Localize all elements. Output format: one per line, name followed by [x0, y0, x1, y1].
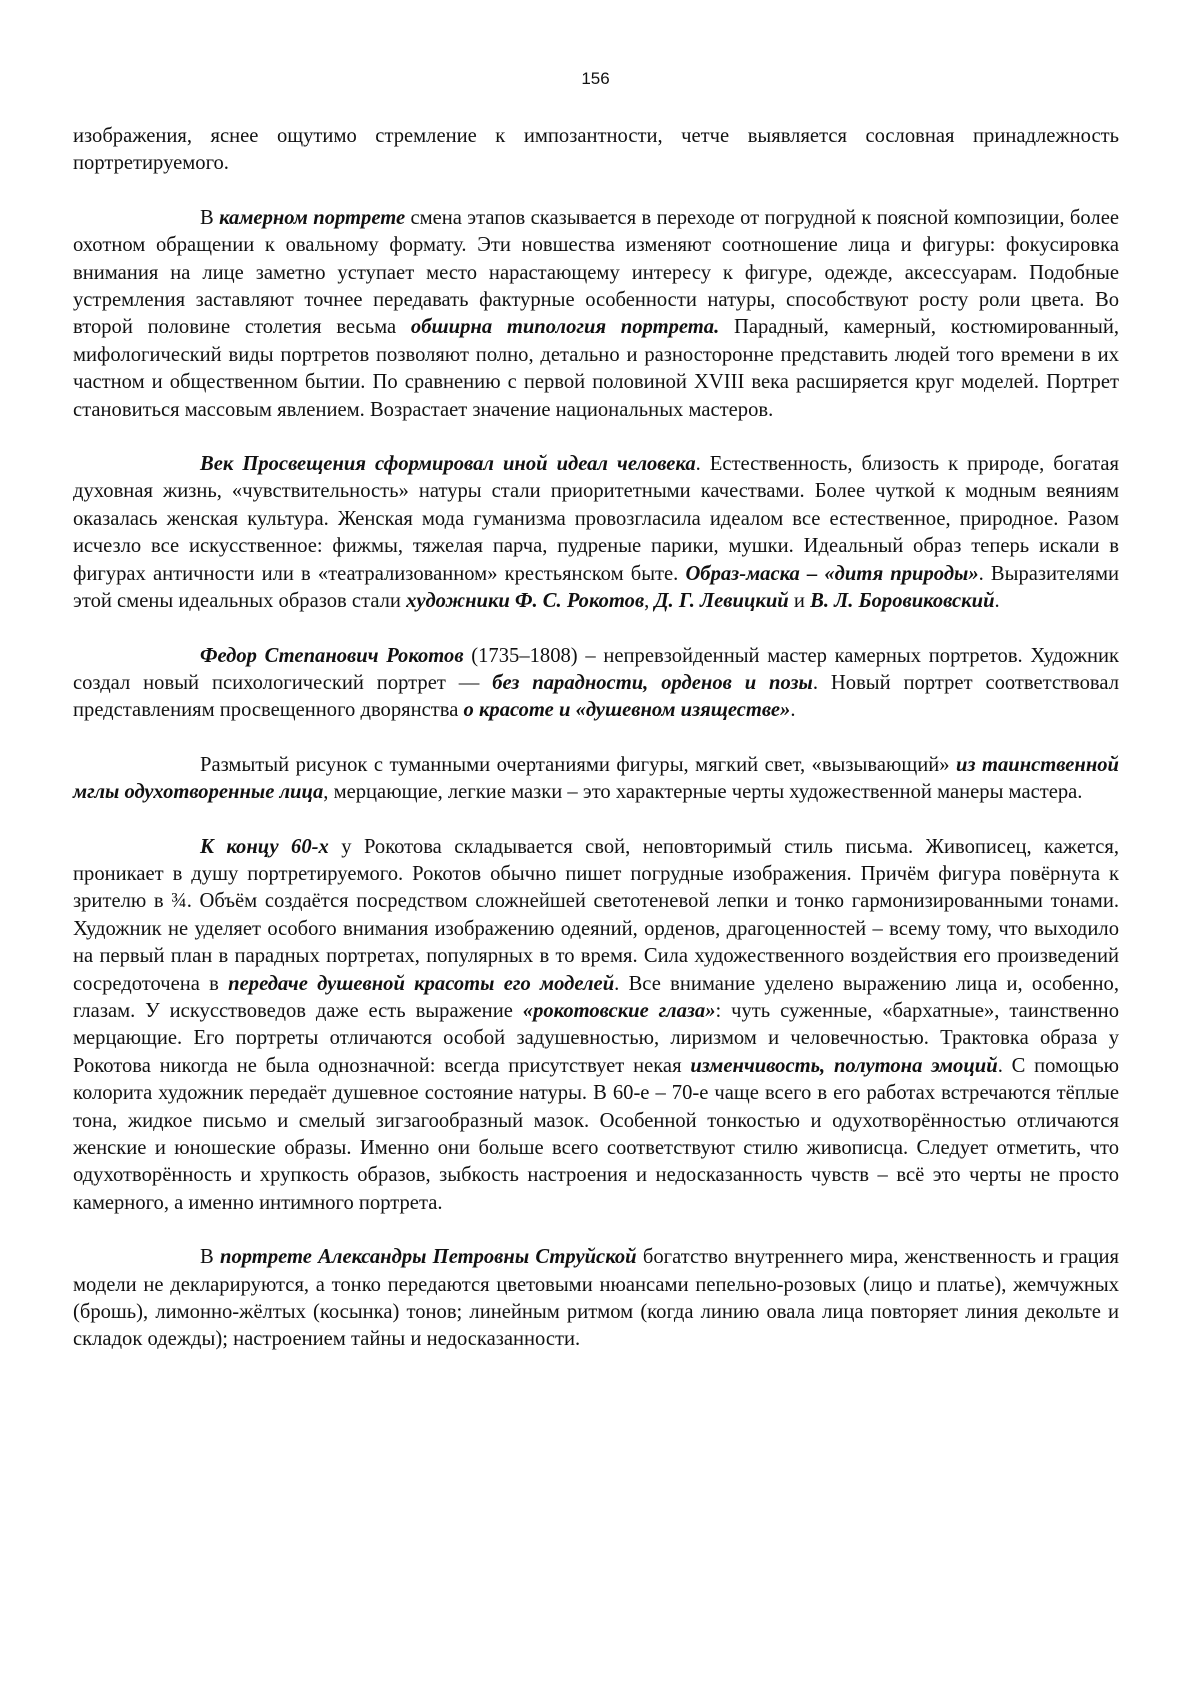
- emphasis-text: Федор Степанович Рокотов: [200, 644, 464, 667]
- text-run: (1735–1808) – непревзойденный мастер камерных портретов. Художник создал новый психологический портрет —: [73, 644, 1119, 694]
- paragraph: [73, 123, 1119, 178]
- text-run: у Рокотова складывается свой, неповторимый стиль письма. Живописец, кажется, проникает в душу портретируемого. Рокотов обычно пишет погрудные изображения. Причём фигура повёрнута к зрителю в ¾. Объём создаётся посредством сложнейшей светотеневой лепки и тонко гармонизированными тонами. Художник не уделяет особого внимания изображению одеяний, орденов, драгоценностей – всему тому, что выходило на первый план в парадных портретах, популярных в то время. Сила художественного воздействия его произведений сосредоточена в: [73, 835, 1119, 995]
- emphasis-text: камерном портрете: [219, 206, 406, 229]
- text-run: ,: [644, 590, 655, 613]
- text-run: Парадный, камерный, костюмированный, мифологический виды портретов позволяют полно, детально и разносторонне представить людей того времени в их частном и общественном бытии. По сравнению с первой половиной XVIII века расширяется круг моделей. Портрет становиться массовым явлением. Возрастает значение национальных мастеров.: [73, 316, 1119, 421]
- text-run: .: [994, 590, 1000, 613]
- page-number: 156: [581, 69, 610, 88]
- text-run: : чуть суженные, «бархатные», таинственно мерцающие. Его портреты отличаются особой задушевностью, лиризмом и человечностью. Трактовка образа у Рокотова никогда не была однозначной: всегда присутствует некая: [73, 999, 1119, 1077]
- text-run: . Новый портрет соответствовал представлениям просвещенного дворянства: [73, 671, 1119, 722]
- paragraph: [73, 834, 1119, 1218]
- emphasis-text: Образ-маска – «дитя природы»: [685, 562, 979, 585]
- text-run: , мерцающие, легкие мазки – это характерные черты художественной манеры мастера.: [323, 781, 1083, 804]
- text-run: . Все внимание уделено выражению лица и, особенно, глазам. У искусствоведов даже есть выражение: [73, 972, 1119, 1022]
- text-run: В: [200, 1246, 221, 1269]
- body-text: [73, 123, 1119, 1354]
- emphasis-text: «рокотовские глаза»: [522, 999, 716, 1022]
- emphasis-text: художники Ф. С. Рокотов: [406, 590, 645, 613]
- text-run: . С помощью колорита художник передаёт душевное состояние натуры. В 60-е – 70-е чаще всего в его работах встречаются тёплые тона, жидкое письмо и смелый зигзагообразный мазок. Особенной тонкостью и одухотворённостью отличаются женские и юношеские образы. Именно они больше всего соответствуют стилю живописца. Следует отметить, что одухотворённость и хрупкость образов, зыбкость настроения и недосказанность чувств – всё это черты не просто камерного, а именно интимного портрета.: [73, 1054, 1119, 1214]
- emphasis-text: Д. Г. Левицкий: [654, 590, 789, 613]
- emphasis-text: о красоте и «душевном изяществе»: [463, 699, 791, 722]
- paragraph: [73, 451, 1119, 615]
- text-run: и: [788, 590, 811, 613]
- text-run: Размытый рисунок с туманными очертаниями фигуры, мягкий свет, «вызывающий»: [200, 753, 956, 776]
- text-run: богатство внутреннего мира, женственность и грация модели не декларируются, а тонко передаются цветовыми нюансами пепельно-розовых (лицо и платье), жемчужных (брошь), лимонно-жёлтых (косынка) тонов; линейным ритмом (когда линию овала лица повторяет линия декольте и складок одежды); настроением тайны и недосказанности.: [73, 1246, 1120, 1351]
- paragraph: [73, 205, 1119, 424]
- emphasis-text: Век Просвещения сформировал иной идеал человека: [200, 453, 696, 476]
- emphasis-text: портрете Александры Петровны Струйской: [220, 1246, 637, 1269]
- emphasis-text: К концу 60-х: [200, 835, 329, 858]
- emphasis-text: передаче душевной красоты его моделей: [228, 972, 615, 995]
- text-run: смена этапов сказывается в переходе от погрудной к поясной композиции, более охотном обращении к овальному формату. Эти новшества изменяют соотношение лица и фигуры: фокусировка внимания на лице заметно уступает место нарастающему интересу к фигуре, одежде, аксессуарам. Подобные устремления заставляют точнее передавать фактурные особенности натуры, способствуют росту роли цвета. Во второй половине столетия весьма: [73, 206, 1119, 339]
- paragraph: [73, 752, 1119, 807]
- text-run: изображения, яснее ощутимо стремление к импозантности, четче выявляется сословная принадлежность портретируемого.: [73, 125, 1119, 175]
- emphasis-text: из таинственной мглы одухотворенные лица: [73, 753, 1120, 804]
- text-run: .: [790, 699, 796, 722]
- text-run: . Естественность, близость к природе, богатая духовная жизнь, «чувствительность» натуры стали приоритетными качествами. Более чуткой к модным веяниям оказалась женская культура. Женская мода гуманизма провозгласила идеалом все естественное, природное. Разом исчезло все искусственное: фижмы, тяжелая парча, пудреные парики, мушки. Идеальный образ теперь искали в фигурах античности или в «театрализованном» крестьянском быте.: [73, 453, 1119, 585]
- text-run: . Выразителями этой смены идеальных образов стали: [73, 562, 1120, 613]
- emphasis-text: без парадности, орденов и позы: [492, 671, 813, 694]
- paragraph: [73, 1244, 1119, 1354]
- paragraph: [73, 643, 1119, 725]
- emphasis-text: В. Л. Боровиковский: [810, 590, 995, 613]
- text-run: В: [200, 206, 220, 229]
- emphasis-text: обширна типология портрета.: [410, 316, 720, 339]
- emphasis-text: изменчивость, полутона эмоций: [690, 1054, 998, 1077]
